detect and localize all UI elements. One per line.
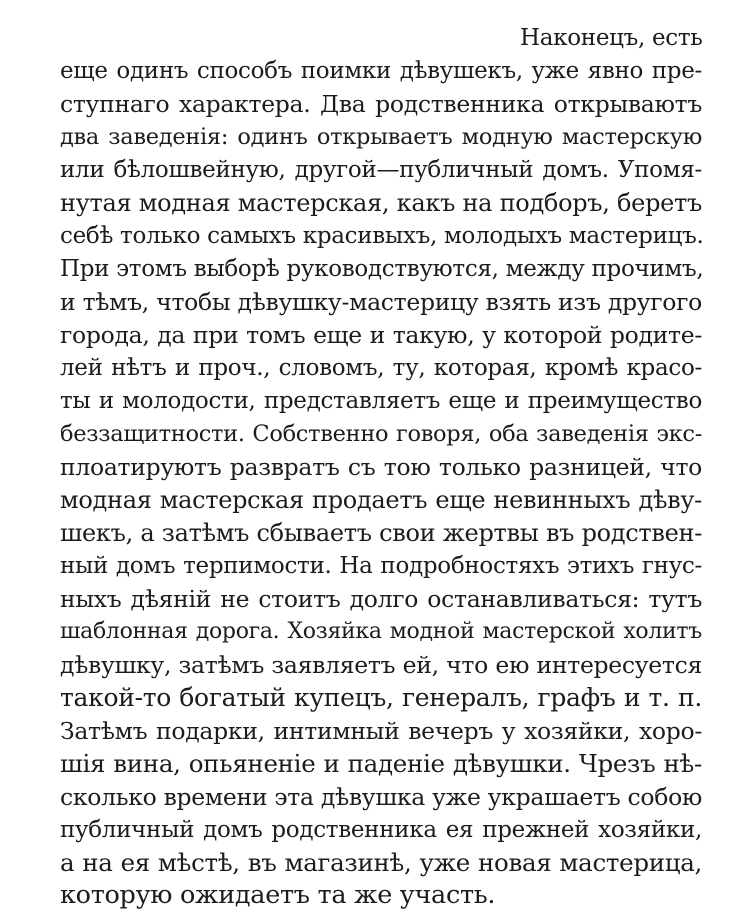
text-line: беззащитности. Собственно говоря, оба заведенія экс-: [60, 421, 702, 447]
text-line: плоатируютъ развратъ съ тою только разницей, что: [60, 453, 702, 481]
text-line: При этомъ выборѣ руководствуются, между прочимъ,: [60, 256, 704, 282]
text-line: ныхъ дѣяній не стоитъ долго останавливаться: тутъ: [60, 585, 702, 613]
text-line: шаблонная дорога. Хозяйка модной мастерской холитъ: [60, 619, 702, 644]
text-line: лей нѣтъ и проч., словомъ, ту, которая, кромѣ красо-: [60, 355, 702, 381]
text-line: себѣ только самыхъ красивыхъ, молодыхъ мастерицъ.: [60, 223, 704, 249]
text-line: такой-то богатый купецъ, генералъ, графъ и т. п.: [60, 683, 702, 712]
text-line: публичный домъ родственника ея прежней хозяйки,: [60, 817, 702, 843]
text-line: сколько времени эта дѣвушка уже украшаетъ собою: [60, 783, 703, 811]
text-line: или бѣлошвейную, другой—публичный домъ. Упомя-: [60, 157, 702, 183]
text-line: города, да при томъ еще и такую, у которой родите-: [60, 321, 702, 349]
text-line: нутая модная мастерская, какъ на подборъ, беретъ: [60, 189, 702, 217]
text-line-last: которую ожидаетъ та же участь.: [60, 880, 496, 910]
text-line: дѣвушку, затѣмъ заявляетъ ей, что ею интересуется: [60, 651, 702, 679]
text-line: Затѣмъ подарки, интимный вечеръ у хозяйки, хоро-: [60, 717, 702, 745]
text-line: а на ея мѣстѣ, въ магазинѣ, уже новая мастерица,: [60, 848, 702, 877]
text-line: ты и молодости, представляетъ еще и преимущество: [60, 388, 702, 414]
text-line: шекъ, а затѣмъ сбываетъ свои жертвы въ родствен-: [60, 519, 702, 547]
text-line: модная мастерская продаетъ еще невинныхъ дѣву-: [60, 486, 702, 514]
text-line: Наконецъ, есть: [520, 25, 703, 51]
text-line: шія вина, опьяненіе и паденіе дѣвушки. Чрезъ нѣ-: [60, 749, 702, 778]
text-line: и тѣмъ, чтобы дѣвушку-мастерицу взять изъ другого: [60, 288, 702, 316]
text-line: еще одинъ способъ поимки дѣвушекъ, уже явно пре-: [60, 58, 702, 84]
text-line: ступнаго характера. Два родственника открываютъ: [60, 90, 702, 118]
text-line: ный домъ терпимости. На подробностяхъ этихъ гнус-: [60, 553, 702, 579]
text-line: два заведенія: одинъ открываетъ модную мастерскую: [60, 124, 702, 150]
